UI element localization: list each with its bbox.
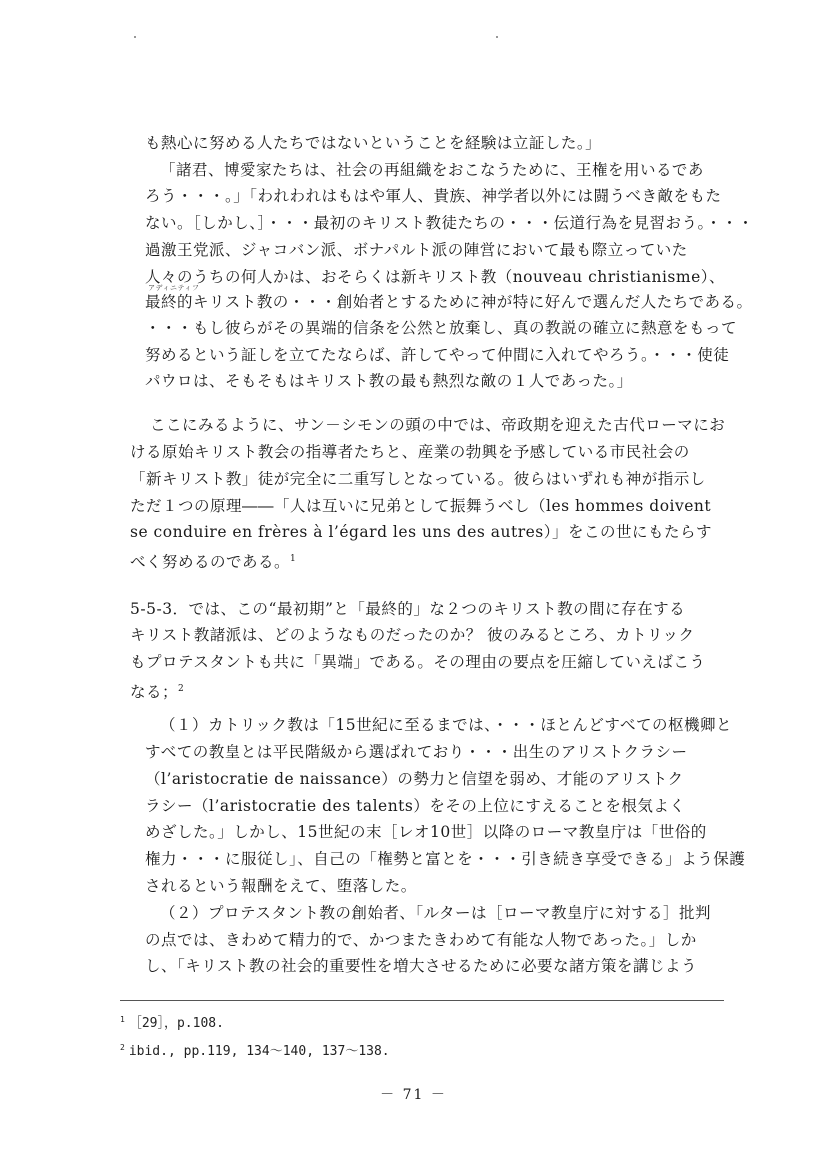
text-line: 「諸君、博愛家たちは、社会の再組織をおこなうために、王権を用いるであ (160, 161, 704, 179)
footnote-mark: 1 (120, 1015, 125, 1024)
text-line: の点では、きわめて精力的で、かつまたきわめて有能な人物であった。」しか (145, 931, 697, 949)
text-line (130, 679, 720, 702)
scan-speck (134, 36, 136, 38)
text-line: （l’aristocratie de naissance）の勢力と信望を弱め、才能のアリストク (145, 770, 684, 788)
text-line: ろう・・・。」「われわれはもはや軍人、貴族、神学者以外には闘うべき敵をもた (145, 187, 722, 205)
footnote-1 (120, 1012, 224, 1032)
text-line: （１）カトリック教は「15世紀に至るまでは、・・・ほとんどすべての枢機卿と (160, 716, 733, 734)
text-line: キリスト教諸派は、どのようなものだったのか？ 彼のみるところ、カトリック (130, 626, 695, 644)
text-line: 権力・・・に服従し」、自己の「権勢と富とを・・・引き続き享受できる」よう保護 (145, 850, 746, 868)
text-line: ける原始キリスト教会の指導者たちと、産業の勃興を予感している市民社会の (130, 443, 690, 461)
footnote-text: ibid., pp.119, 134～140, 137～138. (128, 1044, 390, 1059)
footnote-ref: 2 (178, 684, 185, 694)
footnote-divider (120, 1000, 724, 1001)
text-line: ただ１つの原理――「人は互いに兄弟として振舞うべし（les hommes doivent (130, 497, 712, 515)
scan-speck (496, 36, 498, 38)
text-line (130, 549, 720, 572)
text-span: なる； (130, 683, 179, 701)
text-line: めざした。」しかし、15世紀の末［レオ10世］以降のローマ教皇庁は「世俗的 (145, 823, 707, 841)
text-line: 「新キリスト教」徒が完全に二重写しとなっている。彼らはいずれも神が指示し (130, 470, 706, 488)
text-line: 努めるという証しを立てたならば、許してやって仲間に入れてやろう。・・・使徒 (145, 346, 730, 364)
text-line: （２）プロテスタント教の創始者、「ルターは［ローマ教皇庁に対する］批判 (160, 904, 712, 922)
text-line: 最終的キリスト教の・・・創始者とするために神が特に好んで選んだ人たちである。 (145, 293, 753, 311)
text-line: ない。［しかし、］・・・最初のキリスト教徒たちの・・・伝道行為を見習おう。・・・ (145, 214, 754, 232)
ruby-annotation: アディニティフ (148, 284, 200, 292)
text-span: べく努めるのである。 (130, 553, 291, 571)
text-line: ・・・もし彼らがその異端的信条を公然と放棄し、真の教説の確立に熱意をもって (145, 319, 738, 337)
footnote-text: ［29］，p.108. (128, 1016, 224, 1031)
text-line: すべての教皇とは平民階級から選ばれており・・・出生のアリストクラシー (145, 743, 688, 761)
footnote-mark: 2 (120, 1043, 125, 1052)
text-line: ここにみるように、サン－シモンの頭の中では、帝政期を迎えた古代ローマにお (150, 416, 726, 434)
text-line: されるという報酬をえて、堕落した。 (145, 877, 417, 895)
text-line: し、「キリスト教の社会的重要性を増大させるために必要な諸方策を講じよう (145, 957, 697, 975)
text-line: パウロは、そもそもはキリスト教の最も熱烈な敵の１人であった。」 (145, 372, 633, 390)
text-line: 過激王党派、ジャコバン派、ボナパルト派の陣営において最も際立っていた (145, 241, 688, 259)
footnote-ref: 1 (290, 554, 297, 564)
text-line: ラシー（l’aristocratie des talents）をその上位にすえることを根気よく (145, 797, 686, 815)
text-line: 人々のうちの何人かは、おそらくは新キリスト教（nouveau christianisme）、 (145, 268, 725, 286)
page-number: － 71 － (380, 1087, 447, 1103)
section-heading-line: 5-5-3．では、この“最初期”と「最終的」な２つのキリスト教の間に存在する (130, 600, 686, 618)
text-line: se conduire en frères à l’égard les uns des autres）」をこの世にもたらす (130, 523, 713, 541)
text-line: もプロテスタントも共に「異端」である。その理由の要点を圧縮していえばこう (130, 653, 706, 671)
footnote-2 (120, 1040, 390, 1060)
text-line: も熱心に努める人たちではないということを経験は立証した。」 (145, 134, 602, 152)
